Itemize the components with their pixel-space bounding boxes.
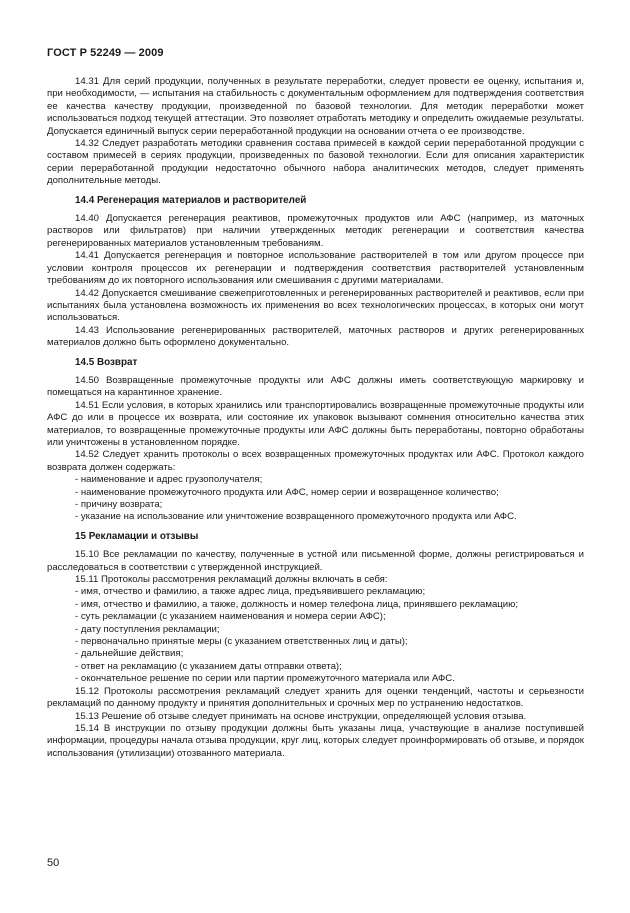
paragraph-14-42: 14.42 Допускается смешивание свежеприготовленных и регенерированных растворителей и реактивов, если при испытаниях была установлена возможность их применения во всех технологических процессах, в которых они могут использоваться. [47, 287, 584, 324]
list-item: - наименование и адрес грузополучателя; [75, 474, 263, 486]
paragraph-15-12: 15.12 Протоколы рассмотрения рекламаций следует хранить для оценки тенденций, частоты и серьезности рекламаций по данному продукту и принятия дополнительных и срочных мер по устранению недостатков. [47, 685, 584, 710]
section-heading-14-4: 14.4 Регенерация материалов и растворителей [75, 194, 307, 206]
list-item: - имя, отчество и фамилию, а также, должность и номер телефона лица, принявшего рекламацию; [75, 598, 519, 610]
document-body [47, 76, 584, 760]
list-item: - окончательное решение по серии или партии промежуточного материала или АФС. [75, 673, 455, 685]
paragraph-14-43: 14.43 Использование регенерированных растворителей, маточных растворов и других регенерированных материалов должно быть оформлено документально. [47, 324, 584, 349]
list-item: - ответ на рекламацию (с указанием даты отправки ответа); [75, 660, 342, 672]
paragraph-14-50: 14.50 Возвращенные промежуточные продукты или АФС должны иметь соответствующую маркировку и помещаться на карантинное хранение. [47, 374, 584, 399]
paragraph-15-11: 15.11 Протоколы рассмотрения рекламаций должны включать в себя: [75, 574, 388, 586]
paragraph-14-41: 14.41 Допускается регенерация и повторное использование растворителей в том или другом процессе при условии контроля процессов их регенерации и подтверждения соответствия растворителей установленным требованиям до их повторного использования или смешивания с другими материалами. [47, 250, 584, 287]
paragraph-14-40: 14.40 Допускается регенерация реактивов, промежуточных продуктов или АФС (например, из маточных растворов или фильтратов) при наличии утвержденных методик регенерации и соответствия качества регенерированных материалов установленным требованиям. [47, 213, 584, 249]
list-item: - наименование промежуточного продукта или АФС, номер серии и возвращенное количество; [75, 486, 499, 498]
paragraph-14-31: 14.31 Для серий продукции, полученных в результате переработки, следует провести ее оценку, испытания и, при необходимости, — испытания на стабильность с документальным оформлением для подтверждения соответствия ее качества качеству продукции, произведенной по базовой технологии. Для методик переработки может использоваться подход текущей аттестации. Это позволяет отработать методику и определить ожидаемые результаты. Допускается единичный выпуск серии переработанной продукции на основании отчета о ее производстве. [47, 76, 584, 137]
paragraph-15-14: 15.14 В инструкции по отзыву продукции должны быть указаны лица, участвующие в анализе поступившей информации, процедуры начала отзыва продукции, круг лиц, которых следует проинформировать об отзыве, и порядок использования (утилизации) отозванного материала. [47, 722, 584, 759]
list-item: - суть рекламации (с указанием наименования и номера серии АФС); [75, 611, 386, 623]
page-number: 50 [47, 857, 60, 869]
paragraph-14-32: 14.32 Следует разработать методики сравнения состава примесей в каждой серии переработанной продукции с составом примесей в сериях продукции, произведенных по базовой технологии. Если для описания характеристик серии переработанной продукции недостаточно обычного набора аналитических методов, следует применять дополнительные методы. [47, 138, 584, 187]
list-item: - дату поступления рекламации; [75, 623, 220, 635]
list-item: - причину возврата; [75, 499, 163, 510]
paragraph-15-13: 15.13 Решение об отзыве следует принимать на основе инструкции, определяющей условия отзыва. [75, 710, 527, 722]
section-heading-14-5: 14.5 Возврат [75, 356, 138, 368]
paragraph-14-52: 14.52 Следует хранить протоколы о всех возвращенных промежуточных продуктах или АФС. Протокол каждого возврата должен содержать: [47, 449, 584, 473]
list-item: - указание на использование или уничтожение возвращенного промежуточного продукта или АФС. [75, 511, 517, 523]
document-header: ГОСТ Р 52249 — 2009 [47, 47, 164, 59]
list-item: - первоначально принятые меры (с указанием ответственных лиц и даты); [75, 636, 408, 648]
list-item: - дальнейшие действия; [75, 648, 184, 660]
section-heading-15: 15 Рекламации и отзывы [75, 530, 199, 542]
list-item: - имя, отчество и фамилию, а также адрес лица, предъявившего рекламацию; [75, 586, 426, 598]
paragraph-14-51: 14.51 Если условия, в которых хранились или транспортировались возвращенные промежуточные продукты или АФС до или в процессе их возврата, или состояние их упаковок вызывают сомнения относительно качества этих материалов, то возвращенные промежуточные продукты или АФС должны быть переработаны, повторно обработаны или уничтожены в установленном порядке. [47, 399, 584, 448]
paragraph-15-10: 15.10 Все рекламации по качеству, полученные в устной или письменной форме, должны регистрироваться и расследоваться в соответствии с утвержденной инструкцией. [47, 549, 584, 573]
